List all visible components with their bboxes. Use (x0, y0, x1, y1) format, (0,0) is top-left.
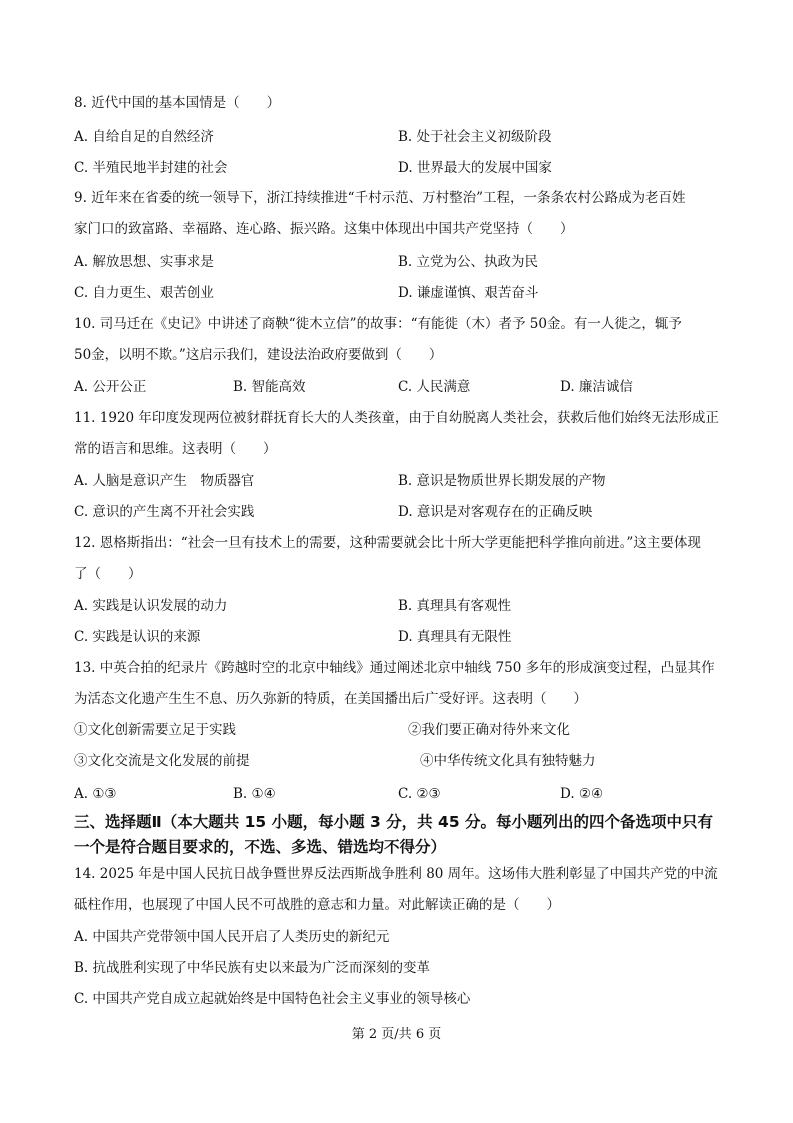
q14-option-a: A. 中国共产党带领中国人民开启了人类历史的新纪元 (74, 929, 390, 945)
q13-option-a: A. ①③ (74, 786, 117, 802)
q8-option-d: D. 世界最大的发展中国家 (398, 160, 552, 176)
q12-option-a: A. 实践是认识发展的动力 (74, 598, 228, 614)
q12-option-c: C. 实践是认识的来源 (74, 629, 201, 645)
question-13-stem-line-1: 13. 中英合拍的纪录片《跨越时空的北京中轴线》通过阐述北京中轴线 750 多年的形成演变过程，凸显其作 (74, 660, 715, 676)
q11-option-c: C. 意识的产生离不开社会实践 (74, 504, 255, 520)
q8-option-b: B. 处于社会主义初级阶段 (398, 129, 552, 145)
q9-option-a: A. 解放思想、实事求是 (74, 254, 214, 270)
question-8-stem: 8. 近代中国的基本国情是（ ） (74, 95, 281, 111)
q12-option-d: D. 真理具有无限性 (398, 629, 512, 645)
q11-option-d: D. 意识是对客观存在的正确反映 (398, 504, 593, 520)
q11-option-a: A. 人脑是意识产生 物质器官 (74, 473, 255, 489)
q8-option-c: C. 半殖民地半封建的社会 (74, 160, 228, 176)
q9-option-c: C. 自力更生、艰苦创业 (74, 285, 214, 301)
q13-item-4: ④中华传统文化具有独特魅力 (420, 753, 596, 769)
q13-item-1: ①文化创新需要立足于实践 (74, 722, 236, 738)
q10-option-b: B. 智能高效 (233, 379, 306, 395)
question-11-stem-line-1: 11. 1920 年印度发现两位被豺群抚育长大的人类孩童，由于自幼脱离人类社会，获救后他们始终无法形成正 (74, 410, 719, 426)
question-12-stem-line-2: 了（ ） (74, 566, 142, 582)
question-9-stem-line-2: 家门口的致富路、幸福路、连心路、振兴路。这集中体现出中国共产党坚持（ ） (74, 221, 574, 237)
q13-item-2: ②我们要正确对待外来文化 (408, 722, 570, 738)
question-10-stem-line-1: 10. 司马迁在《史记》中讲述了商鞅“徙木立信”的故事：“有能徙（木）者予 50金。有一人徙之，辄予 (74, 316, 682, 332)
q13-option-d: D. ②④ (560, 786, 604, 802)
question-10-stem-line-2: 50金，以明不欺。”这启示我们，建设法治政府要做到（ ） (74, 347, 443, 363)
q13-item-3: ③文化交流是文化发展的前提 (74, 753, 250, 769)
question-11-stem-line-2: 常的语言和思维。这表明（ ） (74, 441, 277, 457)
q14-option-b: B. 抗战胜利实现了中华民族有史以来最为广泛而深刻的变革 (74, 960, 431, 976)
question-12-stem-line-1: 12. 恩格斯指出：“社会一旦有技术上的需要，这种需要就会比十所大学更能把科学推向前进。”这主要体现 (74, 535, 701, 551)
page-number-footer: 第 2 页/共 6 页 (351, 1027, 442, 1042)
section-3-heading-line-1: 三、选择题Ⅱ（本大题共 15 小题，每小题 3 分，共 45 分。每小题列出的四个备选项中只有 (74, 813, 714, 831)
q11-option-b: B. 意识是物质世界长期发展的产物 (398, 473, 606, 489)
q10-option-d: D. 廉洁诚信 (560, 379, 633, 395)
q8-option-a: A. 自给自足的自然经济 (74, 129, 214, 145)
question-14-stem-line-1: 14. 2025 年是中国人民抗日战争暨世界反法西斯战争胜利 80 周年。这场伟大胜利彰显了中国共产党的中流 (74, 866, 718, 882)
question-13-stem-line-2: 为活态文化遗产生生不息、历久弥新的特质，在美国播出后广受好评。这表明（ ） (74, 691, 587, 707)
section-3-heading-line-2: 一个是符合题目要求的，不选、多选、错选均不得分） (74, 838, 447, 856)
question-9-stem-line-1: 9. 近年来在省委的统一领导下，浙江持续推进“千村示范、万村整治”工程，一条条农村公路成为老百姓 (74, 190, 686, 206)
q14-option-c: C. 中国共产党自成立起就始终是中国特色社会主义事业的领导核心 (74, 991, 471, 1007)
q10-option-c: C. 人民满意 (398, 379, 471, 395)
q13-option-c: C. ②③ (398, 786, 441, 802)
q9-option-b: B. 立党为公、执政为民 (398, 254, 539, 270)
question-14-stem-line-2: 砥柱作用，也展现了中国人民不可战胜的意志和力量。对此解读正确的是（ ） (74, 897, 560, 913)
q12-option-b: B. 真理具有客观性 (398, 598, 512, 614)
q13-option-b: B. ①④ (233, 786, 276, 802)
q10-option-a: A. 公开公正 (74, 379, 147, 395)
q9-option-d: D. 谦虚谨慎、艰苦奋斗 (398, 285, 539, 301)
